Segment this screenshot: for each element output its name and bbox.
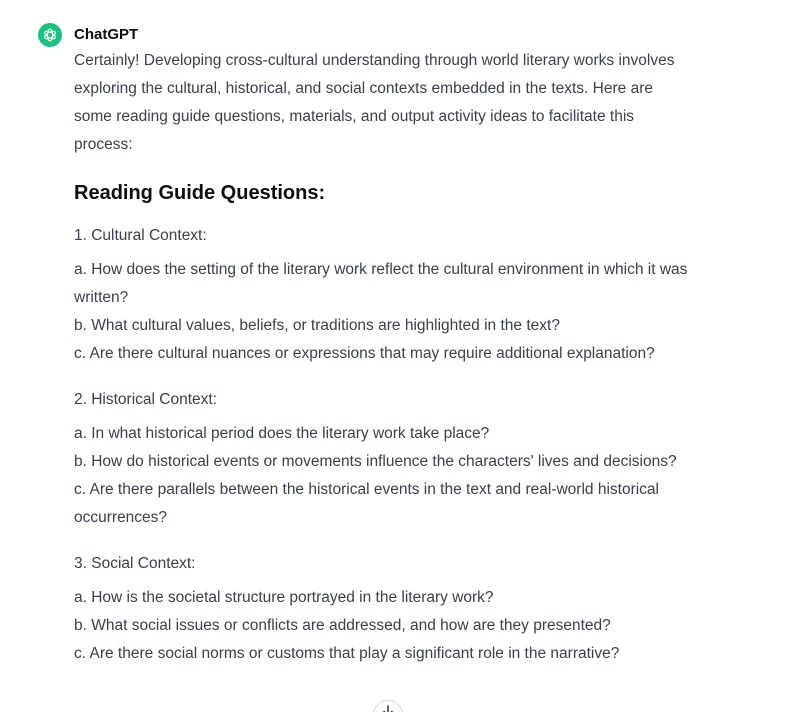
question-item: c. Are there social norms or customs that play a significant role in the narrative?	[74, 645, 620, 662]
question-item: c. Are there cultural nuances or expressions that may require additional explanation?	[74, 345, 655, 362]
question-item: b. What cultural values, beliefs, or traditions are highlighted in the text?	[74, 317, 560, 334]
question-item: b. How do historical events or movements influence the characters' lives and decisions?	[74, 453, 677, 470]
message-body	[74, 47, 694, 686]
question-item: b. What social issues or conflicts are addressed, and how are they presented?	[74, 617, 611, 634]
intro-paragraph: Certainly! Developing cross-cultural understanding through world literary works involves exploring the cultural, historical, and social contexts embedded in the texts. Here are some reading guide questions, materials, and output activity ideas to facilitate this process:	[74, 52, 675, 153]
question-item: a. How does the setting of the literary work reflect the cultural environment in which it was written?	[74, 261, 688, 306]
context-section-cultural	[74, 222, 694, 368]
scroll-to-bottom-button[interactable]	[373, 700, 403, 712]
context-section-historical	[74, 386, 694, 532]
question-item: c. Are there parallels between the historical events in the text and real-world historical occurrences?	[74, 481, 659, 526]
message-author: ChatGPT	[74, 26, 139, 43]
question-item: a. How is the societal structure portrayed in the literary work?	[74, 589, 494, 606]
openai-logo-icon	[42, 27, 58, 43]
section-title: 3. Social Context:	[74, 555, 196, 572]
context-section-social	[74, 550, 694, 668]
arrow-down-icon	[382, 705, 394, 712]
section-title: 1. Cultural Context:	[74, 227, 207, 244]
question-item: a. In what historical period does the literary work take place?	[74, 425, 490, 442]
section-heading: Reading Guide Questions:	[74, 182, 326, 204]
chatgpt-avatar	[38, 23, 62, 47]
section-title: 2. Historical Context:	[74, 391, 217, 408]
